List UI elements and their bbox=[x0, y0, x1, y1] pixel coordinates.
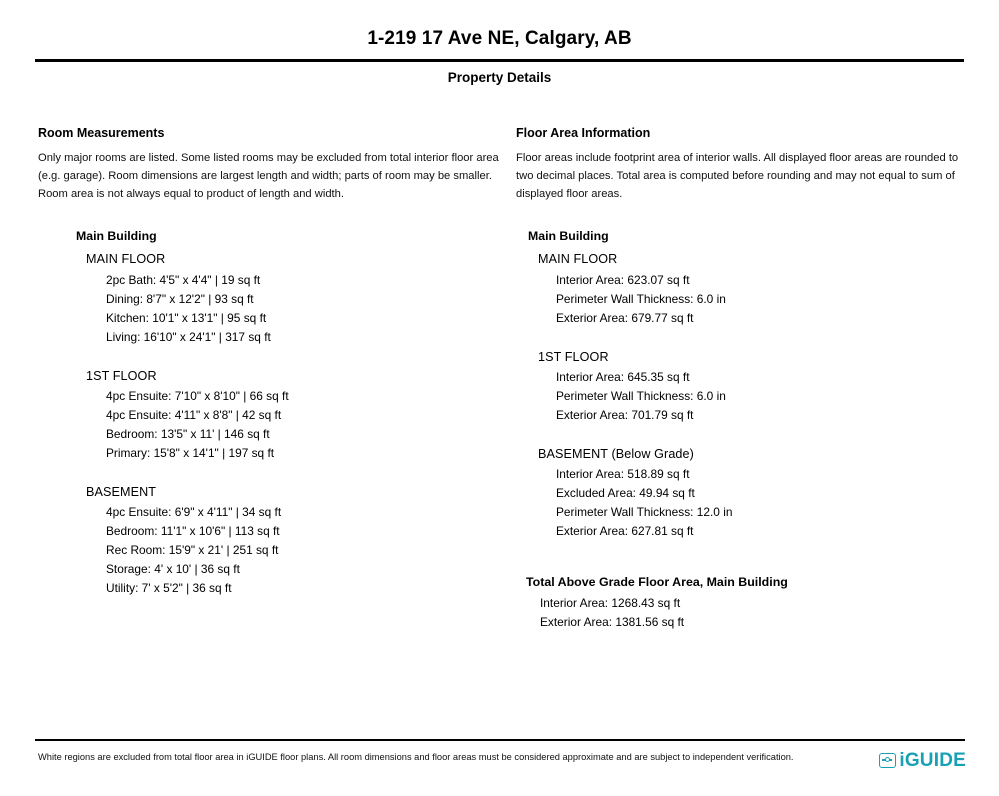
area-value: Perimeter Wall Thickness: 6.0 in bbox=[556, 291, 726, 306]
floor-group-basement bbox=[38, 481, 516, 598]
floor-label: 1ST FLOOR bbox=[86, 368, 157, 383]
page-subtitle: Property Details bbox=[447, 69, 552, 85]
room-entry: Dining: 8'7" x 12'2" | 93 sq ft bbox=[106, 291, 254, 306]
total-above-grade-block bbox=[516, 571, 976, 632]
room-measurements-blurb: Only major rooms are listed. Some listed rooms may be excluded from total interior floor area (e.g. garage). Room dimensions are largest length and width; parts of room may be smaller. Room area is not always equal to product of length and width. bbox=[38, 151, 499, 200]
room-entry: Primary: 15'8" x 14'1" | 197 sq ft bbox=[106, 445, 275, 460]
room-entry: Rec Room: 15'9" x 21' | 251 sq ft bbox=[106, 542, 279, 557]
area-value: Perimeter Wall Thickness: 12.0 in bbox=[556, 505, 733, 519]
floor-label: MAIN FLOOR bbox=[538, 252, 618, 267]
area-group-first bbox=[516, 346, 976, 425]
room-measurements-tree bbox=[38, 225, 516, 598]
floor-label: BASEMENT bbox=[86, 484, 157, 499]
room-entry: Living: 16'10" x 24'1" | 317 sq ft bbox=[106, 329, 271, 344]
area-value: Excluded Area: 49.94 sq ft bbox=[556, 486, 695, 501]
floor-label: 1ST FLOOR bbox=[538, 349, 609, 364]
room-measurements-heading: Room Measurements bbox=[38, 126, 165, 140]
property-details-page bbox=[0, 28, 999, 796]
page-title: 1-219 17 Ave NE, Calgary, AB bbox=[367, 28, 632, 49]
footer-disclaimer: White regions are excluded from total floor area in iGUIDE floor plans. All room dimensions and floor areas must be considered approximate and are subject to independent verification. bbox=[38, 751, 794, 762]
footer-divider bbox=[35, 739, 965, 741]
room-entry: 4pc Ensuite: 7'10" x 8'10" | 66 sq ft bbox=[106, 388, 289, 403]
area-value: Exterior Area: 701.79 sq ft bbox=[556, 407, 694, 422]
iguide-logo-text: iGUIDE bbox=[899, 750, 966, 771]
room-entry: 4pc Ensuite: 4'11" x 8'8" | 42 sq ft bbox=[106, 407, 282, 422]
area-group-main bbox=[516, 248, 976, 327]
total-area-value: Exterior Area: 1381.56 sq ft bbox=[540, 615, 685, 630]
floor-label: BASEMENT (Below Grade) bbox=[538, 446, 694, 461]
room-entry: Bedroom: 11'1" x 10'6" | 113 sq ft bbox=[106, 523, 280, 538]
floor-group-main bbox=[38, 248, 516, 346]
floor-area-tree bbox=[516, 225, 976, 632]
building-name: Main Building bbox=[528, 229, 609, 244]
room-entry: Bedroom: 13'5" x 11' | 146 sq ft bbox=[106, 426, 270, 441]
camera-icon bbox=[879, 753, 896, 768]
area-value: Exterior Area: 679.77 sq ft bbox=[556, 310, 694, 325]
area-value: Exterior Area: 627.81 sq ft bbox=[556, 523, 694, 538]
room-entry: 2pc Bath: 4'5" x 4'4" | 19 sq ft bbox=[106, 272, 261, 287]
area-value: Interior Area: 645.35 sq ft bbox=[556, 369, 690, 384]
room-measurements-column bbox=[38, 126, 516, 632]
total-above-grade-heading: Total Above Grade Floor Area, Main Building bbox=[526, 574, 788, 589]
building-name: Main Building bbox=[76, 229, 157, 244]
total-area-value: Interior Area: 1268.43 sq ft bbox=[540, 596, 681, 611]
content-columns bbox=[0, 126, 999, 632]
floor-area-heading: Floor Area Information bbox=[516, 126, 651, 140]
room-entry: Storage: 4' x 10' | 36 sq ft bbox=[106, 561, 240, 576]
header-divider bbox=[35, 59, 964, 62]
area-value: Interior Area: 518.89 sq ft bbox=[556, 467, 690, 482]
floor-area-column bbox=[516, 126, 976, 632]
floor-label: MAIN FLOOR bbox=[86, 252, 166, 267]
room-entry: Kitchen: 10'1" x 13'1" | 95 sq ft bbox=[106, 310, 267, 325]
floor-area-blurb: Floor areas include footprint area of interior walls. All displayed floor areas are rounded to two decimal places. Total area is computed before rounding and may not equal to sum of displayed floor areas. bbox=[516, 151, 959, 200]
area-value: Interior Area: 623.07 sq ft bbox=[556, 272, 690, 287]
room-entry: 4pc Ensuite: 6'9" x 4'11" | 34 sq ft bbox=[106, 505, 282, 519]
room-entry: Utility: 7' x 5'2" | 36 sq ft bbox=[106, 580, 232, 595]
floor-group-first bbox=[38, 365, 516, 463]
iguide-logo bbox=[879, 751, 966, 770]
area-group-basement bbox=[516, 443, 976, 541]
area-value: Perimeter Wall Thickness: 6.0 in bbox=[556, 388, 726, 403]
